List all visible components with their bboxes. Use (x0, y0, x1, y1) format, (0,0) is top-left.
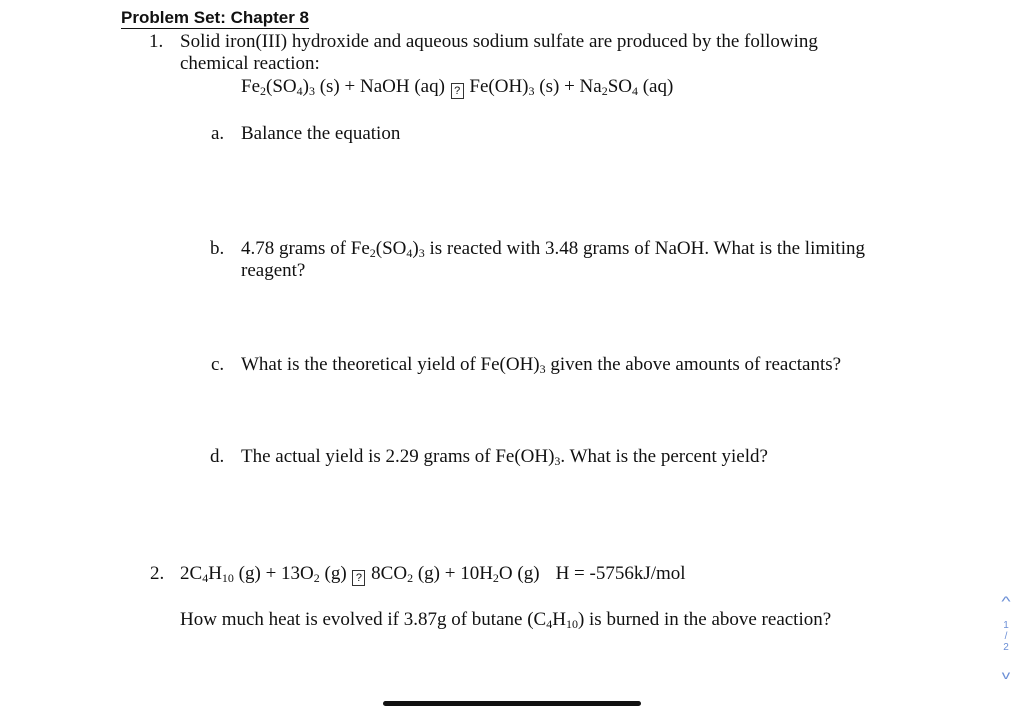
page-down-chevron-icon[interactable]: v (1001, 668, 1011, 682)
part-b-text-line2: reagent? (241, 260, 306, 281)
question-1-text-line1: Solid iron(III) hydroxide and aqueous sodium sulfate are produced by the following (180, 31, 818, 52)
part-d-text: The actual yield is 2.29 grams of $Fe(OH)_3$. What is the percent yield? (241, 446, 768, 468)
current-page-number: 1 (1003, 620, 1009, 631)
part-b-text-line1: 4.78 grams of $Fe_2(SO_4)_3$ is reacted with 3.48 grams of NaOH. What is the limiting (241, 238, 865, 260)
question-1-text-line2: chemical reaction: (180, 53, 320, 74)
part-c-label: c. (211, 354, 225, 375)
part-a-text: Balance the equation (241, 123, 401, 144)
part-c-text: What is the theoretical yield of $Fe(OH)_3$ given the above amounts of reactants? (241, 354, 842, 376)
page-title: Problem Set: Chapter 8 (121, 8, 309, 27)
part-a-label: a. (211, 123, 225, 144)
missing-arrow-glyph-icon: ? (352, 570, 365, 586)
missing-arrow-glyph-icon: ? (451, 83, 464, 99)
question-2-number: 2. (150, 563, 165, 584)
enthalpy-value: H = -5756kJ/mol (555, 563, 686, 584)
question-2-equation: $2C_4H_{10}$ $(g) + 13O_2$ (g) ? $8CO_2$ $(g) + 10H_2O$ (g) H = -5756kJ/mol (180, 563, 686, 585)
total-page-count: 2 (1003, 642, 1009, 653)
question-1-equation: $Fe_2(SO_4)_3$ (s) + NaOH (aq) ? $Fe(OH)_3$ $(s) + Na_2SO_4$ (aq) (241, 76, 674, 98)
page-indicator (996, 620, 1016, 653)
page-separator: / (1004, 631, 1008, 642)
page-up-chevron-icon[interactable]: ^ (1001, 593, 1011, 609)
question-1-number: 1. (149, 31, 164, 52)
question-2-text: How much heat is evolved if 3.87g of butane $(C_4H_{10})$ is burned in the above reaction? (180, 609, 832, 631)
part-b-label: b. (210, 238, 225, 259)
home-indicator-bar[interactable] (383, 701, 641, 706)
part-d-label: d. (210, 446, 225, 467)
